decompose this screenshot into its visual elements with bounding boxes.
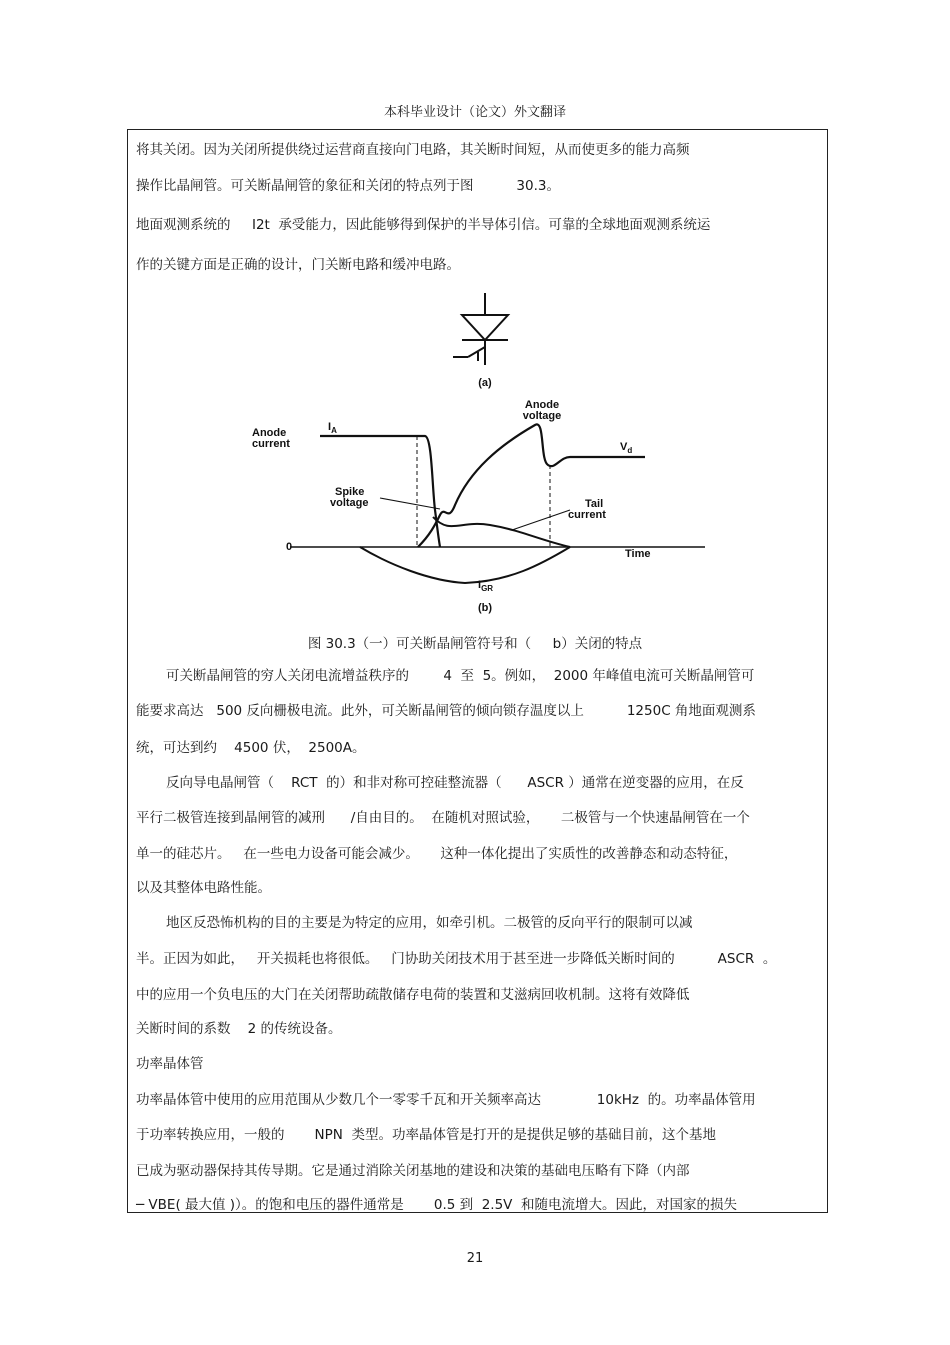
text-line: 反向导电晶闸管（ RCT 的）和非对称可控硅整流器（ ASCR ）通常在逆变器的应用，在反 [166, 775, 744, 791]
text-line: 统，可达到约 4500 伏， 2500A。 [136, 740, 366, 756]
anode-current-label-1: Anode [252, 427, 287, 439]
text-line: 关断时间的系数 2 的传统设备。 [136, 1021, 342, 1037]
zero-label: 0 [286, 541, 293, 553]
figure-caption: 图 30.3（一）可关断晶闸管符号和（ b）关闭的特点 [307, 636, 643, 652]
text-line: 半。正因为如此， 开关损耗也将很低。 门协助关闭技术用于甚至进一步降低关断时间的 ASCR 。 [136, 951, 777, 967]
text-line: 将其关闭。因为关闭所提供绕过运营商直接向门电路，其关断时间短，从而使更多的能力高频 [136, 142, 690, 158]
text-line: 已成为驱动器保持其传导期。它是通过消除关闭基地的建设和决策的基础电压略有下降（内部 [136, 1163, 690, 1179]
igr-label: $I_{GR}$ [478, 579, 494, 593]
text-line: 以及其整体电路性能。 [136, 880, 271, 896]
text-line: 地面观测系统的 I2t 承受能力，因此能够得到保护的半导体引信。可靠的全球地面观测系统运 [136, 217, 711, 233]
text-line: 可关断晶闸管的穷人关闭电流增益秩序的 4 至 5。例如， 2000 年峰值电流可关断晶闸管可 [166, 668, 755, 684]
text-line: 功率晶体管 [136, 1056, 204, 1072]
label-a: (a) [478, 377, 492, 389]
spike-voltage-label-1: Spike [335, 486, 365, 498]
anode-voltage-label-1: Anode [524, 399, 560, 411]
text-line: 单一的硅芯片。 在一些电力设备可能会减少。 这种一体化提出了实质性的改善静态和动态特征， [136, 846, 738, 862]
anode-voltage-curve [418, 424, 645, 547]
page-header: 本科毕业设计（论文）外文翻译 [383, 105, 566, 120]
page-number: 21 [466, 1251, 484, 1266]
label-b: (b) [477, 602, 493, 614]
text-line: 地区反恐怖机构的目的主要是为特定的应用，如牵引机。二极管的反向平行的限制可以减 [166, 915, 693, 931]
ia-label: $I_A$ [328, 421, 337, 435]
vd-label: $V_d$ [620, 441, 633, 455]
text-line: 能要求高达 500 反向栅极电流。此外，可关断晶闸管的倾向锁存温度以上 1250C 角地面观测系 [136, 703, 756, 719]
gto-diagram [250, 285, 710, 615]
spike-voltage-label-2: voltage [330, 497, 369, 509]
tail-current-label-1: Tail [585, 498, 604, 510]
gto-figure [250, 285, 710, 615]
text-line: ─ VBE( 最大值 )）。的饱和电压的器件通常是 0.5 到 2.5V 和随电流增大。因此，对国家的损失 [136, 1197, 737, 1213]
text-line: 平行二极管连接到晶闸管的减刑 /自由目的。 在随机对照试验， 二极管与一个快速晶闸管在一个 [136, 810, 750, 826]
gate-reverse-current-curve [360, 547, 570, 583]
tail-current-curve [433, 517, 570, 547]
text-line: 作的关键方面是正确的设计，门关断电路和缓冲电路。 [136, 257, 460, 273]
time-label: Time [625, 548, 651, 560]
anode-current-label-2: current [252, 438, 290, 450]
text-line: 中的应用一个负电压的大门在关闭帮助疏散储存电荷的装置和艾滋病回收机制。这将有效降低 [136, 987, 690, 1003]
gto-symbol [453, 293, 508, 365]
text-line: 操作比晶闸管。可关断晶闸管的象征和关闭的特点列于图 30.3。 [136, 178, 560, 194]
text-line: 功率晶体管中使用的应用范围从少数几个一零零千瓦和开关频率高达 10kHz 的。功率晶体管用 [136, 1092, 756, 1108]
tail-current-label-2: current [568, 509, 606, 521]
anode-voltage-label-2: voltage [522, 410, 562, 422]
text-line: 于功率转换应用，一般的 NPN 类型。功率晶体管是打开的是提供足够的基础目前，这个基地 [136, 1127, 716, 1143]
